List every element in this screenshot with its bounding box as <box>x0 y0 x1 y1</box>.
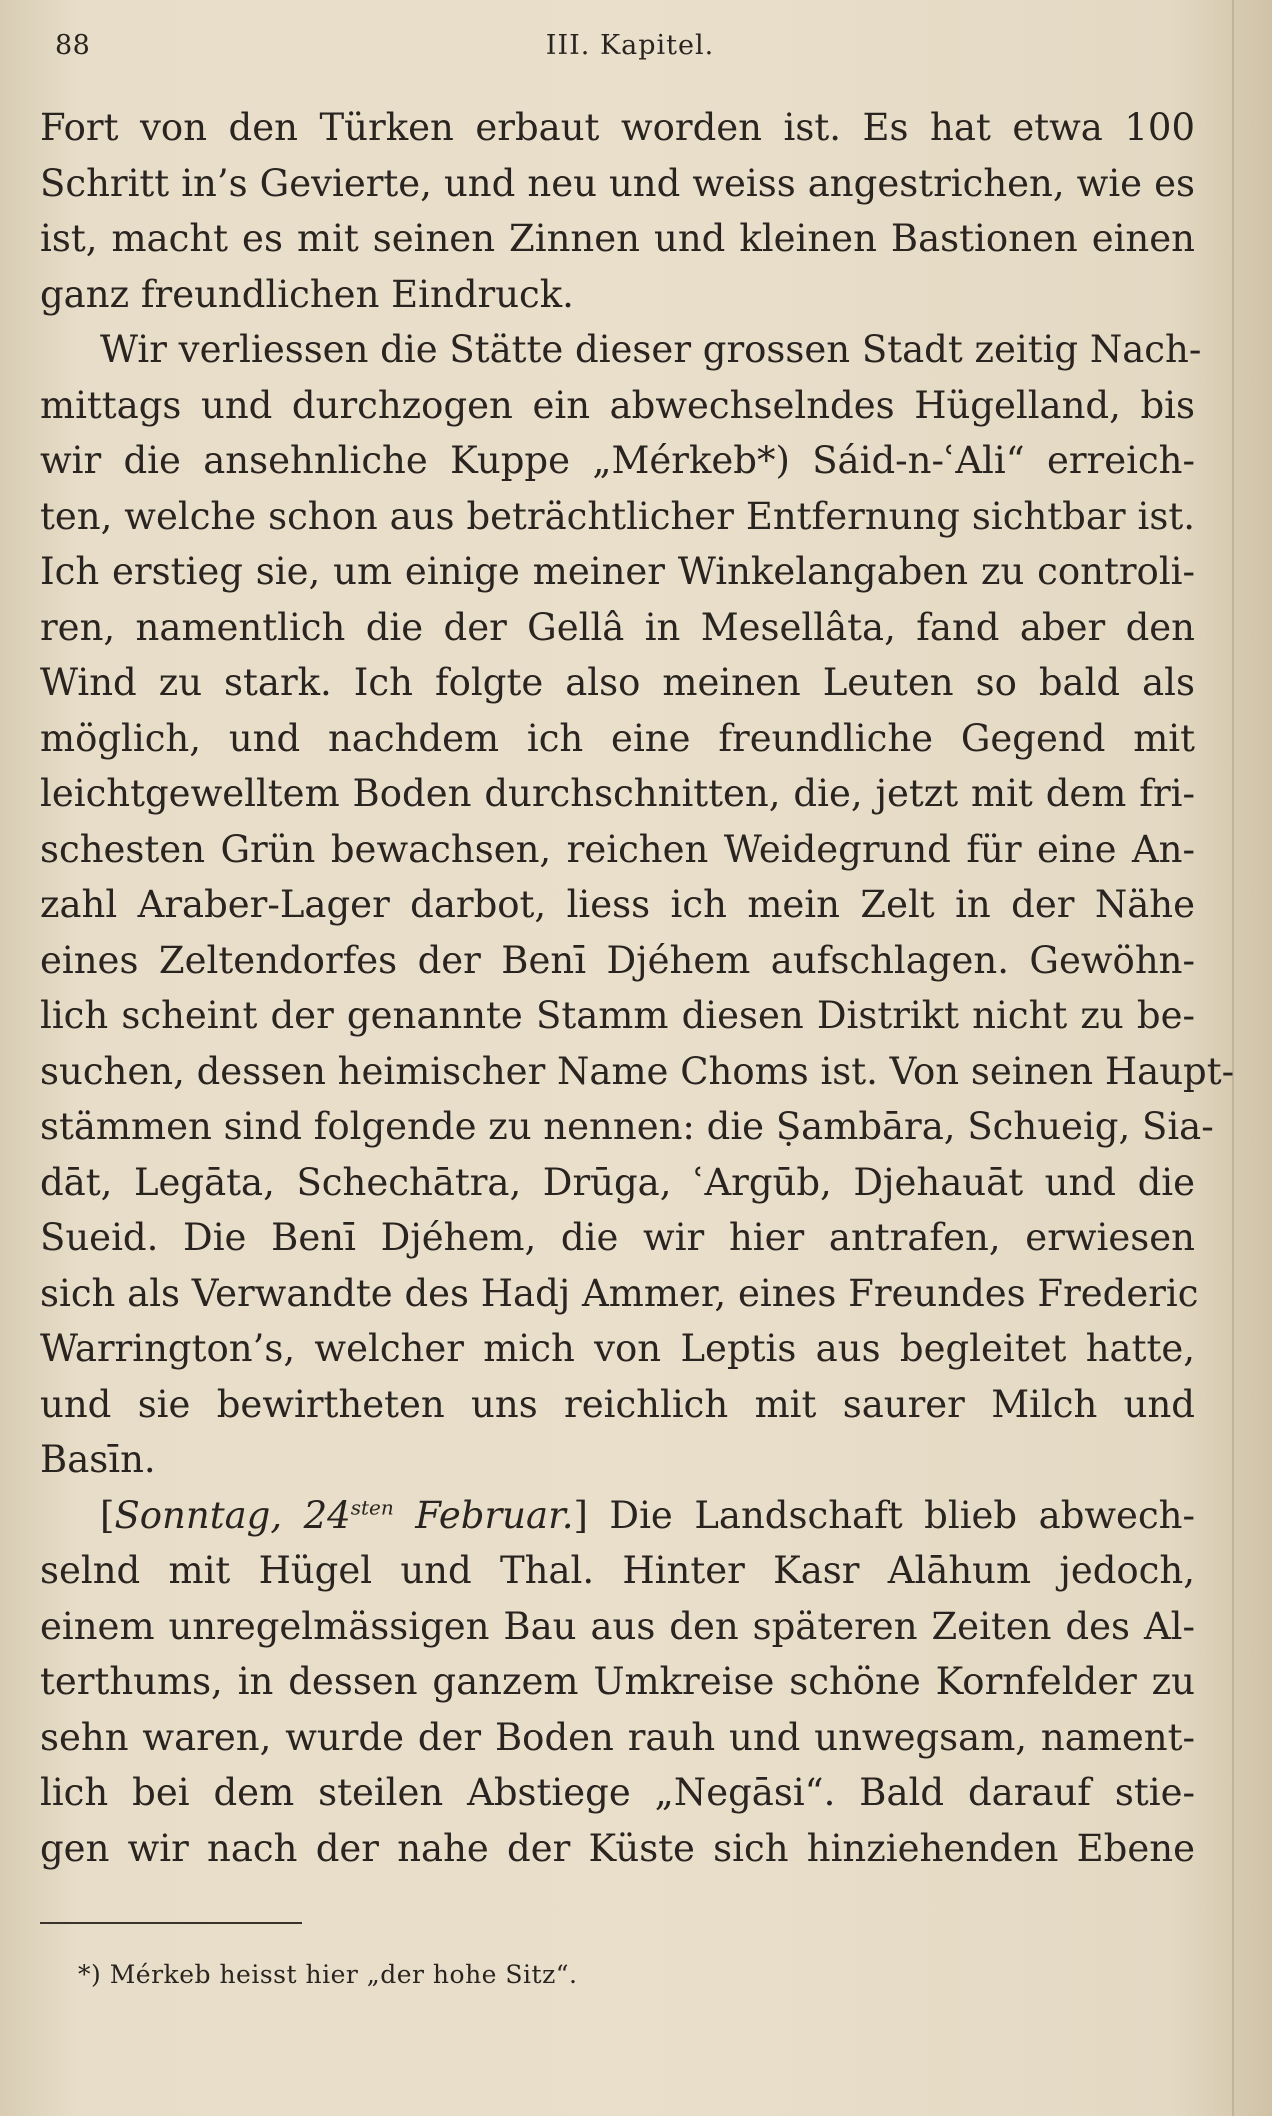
text-line: selnd mit Hügel und Thal. Hinter Kasr Alāhum jedoch, <box>40 1549 1195 1592</box>
text-line: gen wir nach der nahe der Küste sich hinziehenden Ebene <box>40 1826 1195 1870</box>
date-bracket-open: [ <box>100 1493 115 1537</box>
text-line: Wind zu stark. Ich folgte also meinen Leuten so bald als <box>40 661 1195 704</box>
text-line: lich scheint der genannte Stamm diesen Distrikt nicht zu be- <box>40 994 1195 1037</box>
text-line: wir die ansehnliche Kuppe „Mérkeb*) Sáid-n-ʿAli“ erreich- <box>40 439 1195 482</box>
text-line-rest: Die Landschaft blieb abwech- <box>587 1493 1195 1537</box>
footnote: *) Mérkeb heisst hier „der hohe Sitz“. <box>78 1960 578 1989</box>
text-line: Basīn. <box>40 1438 156 1481</box>
text-line: Sueid. Die Benī Djéhem, die wir hier antrafen, erwiesen <box>40 1216 1195 1259</box>
footnote-divider <box>40 1922 302 1924</box>
text-line: ten, welche schon aus beträchtlicher Entfernung sichtbar ist. <box>40 494 1195 538</box>
date-month: Februar. <box>393 1493 574 1537</box>
text-line: sehn waren, wurde der Boden rauh und unwegsam, nament- <box>40 1715 1195 1759</box>
diary-date <box>114 1494 573 1537</box>
text-line: stämmen sind folgende zu nennen: die Ṣambāra, Schueig, Sia- <box>40 1105 1214 1148</box>
text-line: ist, macht es mit seinen Zinnen und kleinen Bastionen einen <box>40 217 1195 260</box>
text-line: zahl Araber-Lager darbot, liess ich mein Zelt in der Nähe <box>40 883 1195 926</box>
running-head: III. Kapitel. <box>545 30 715 61</box>
text-line: leichtgewelltem Boden durchschnitten, die, jetzt mit dem fri- <box>40 772 1195 815</box>
text-line: und sie bewirtheten uns reichlich mit saurer Milch und <box>40 1382 1195 1426</box>
date-day: Sonntag, 24 <box>114 1493 351 1537</box>
text-line: dāt, Legāta, Schechātra, Drūga, ʿArgūb, Djehauāt und die <box>40 1160 1195 1204</box>
text-line: Schritt in’s Gevierte, und neu und weiss angestrichen, wie es <box>40 161 1195 205</box>
text-line: ren, namentlich die der Gellâ in Mesellâta, fand aber den <box>40 605 1195 649</box>
text-line: möglich, und nachdem ich eine freundliche Gegend mit <box>40 716 1195 760</box>
text-line-date <box>40 1488 1195 1544</box>
text-line: terthums, in dessen ganzem Umkreise schöne Kornfelder zu <box>40 1660 1195 1703</box>
text-line: schesten Grün bewachsen, reichen Weidegrund für eine An- <box>40 827 1195 871</box>
text-line: Warrington’s, welcher mich von Leptis aus begleitet hatte, <box>40 1327 1195 1370</box>
page-header <box>55 30 1205 74</box>
text-line: einem unregelmässigen Bau aus den späteren Zeiten des Al- <box>40 1604 1195 1648</box>
text-line: Fort von den Türken erbaut worden ist. Es hat etwa 100 <box>40 106 1195 149</box>
date-ordinal-suffix: sten <box>350 1495 394 1520</box>
body-text <box>40 100 1235 1876</box>
text-line: Ich erstieg sie, um einige meiner Winkelangaben zu controli- <box>40 550 1195 593</box>
text-line: eines Zeltendorfes der Benī Djéhem aufschlagen. Gewöhn- <box>40 938 1195 982</box>
text-line: Wir verliessen die Stätte dieser grossen Stadt zeitig Nach- <box>100 328 1202 371</box>
text-line: mittags und durchzogen ein abwechselndes Hügelland, bis <box>40 383 1195 427</box>
date-bracket-close: ] <box>573 1493 588 1537</box>
text-line: lich bei dem steilen Abstiege „Negāsi“. Bald darauf stie- <box>40 1771 1195 1814</box>
page-number: 88 <box>55 30 91 61</box>
text-line: suchen, dessen heimischer Name Choms ist. Von seinen Haupt- <box>40 1049 1235 1093</box>
text-line: sich als Verwandte des Hadj Ammer, eines Freundes Frederic <box>40 1271 1199 1315</box>
text-line: ganz freundlichen Eindruck. <box>40 272 574 316</box>
